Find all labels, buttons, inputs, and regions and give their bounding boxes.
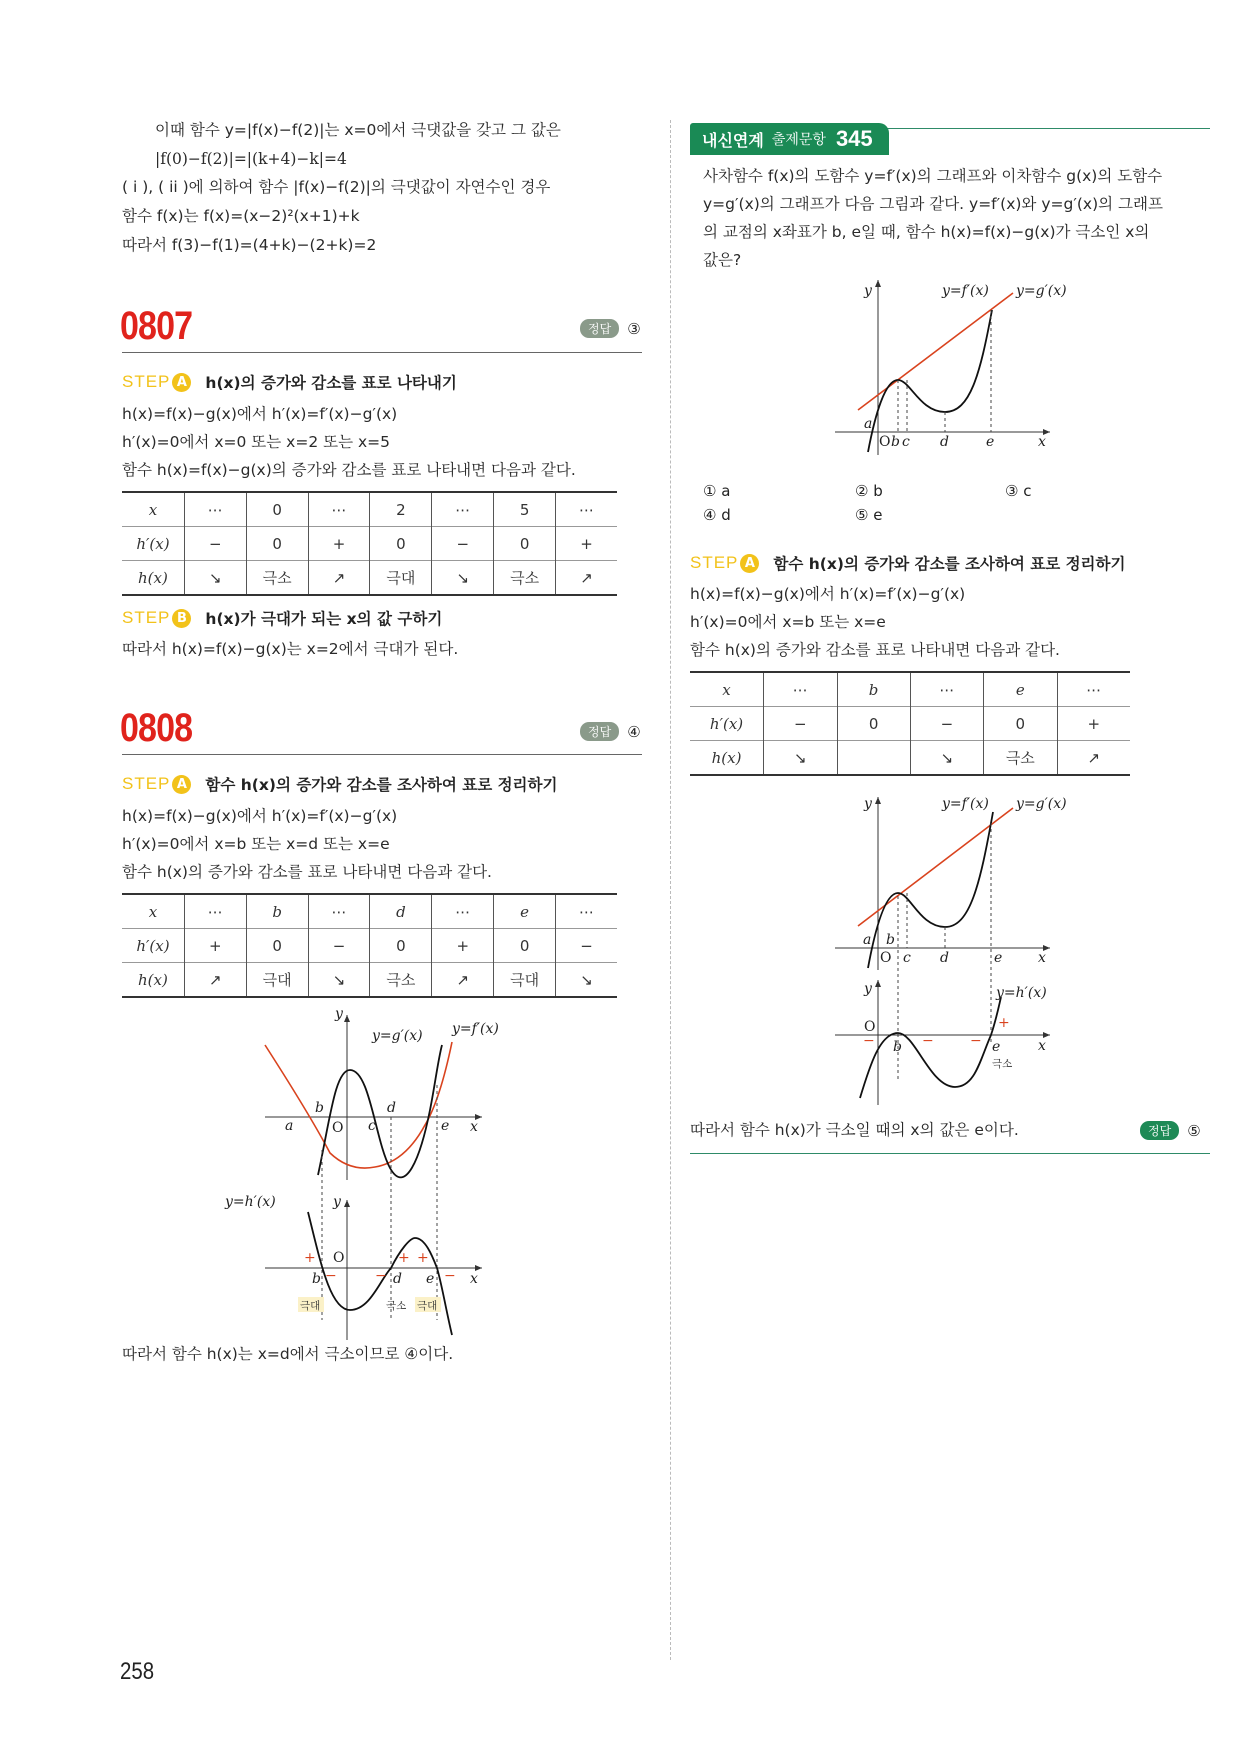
step-line: 함수 h(x)=f(x)−g(x)의 증가와 감소를 표로 나타내면 다음과 같다. [122, 461, 576, 479]
point-label: d [940, 950, 949, 966]
table-cell: + [184, 929, 246, 963]
intro-line-2: |f(0)−f(2)|=|(k+4)−k|=4 [155, 150, 347, 168]
table-cell: − [764, 707, 837, 741]
table-cell: ⋯ [432, 894, 494, 929]
step-a-heading-345 [690, 552, 1125, 574]
table-row [122, 527, 617, 561]
graph-y-label: y [864, 283, 872, 299]
point-label: e [441, 1118, 450, 1134]
table-cell: − [910, 707, 983, 741]
origin-label: O [332, 1120, 344, 1136]
table-cell: 0 [246, 492, 308, 527]
graph-solution [820, 775, 1120, 1105]
table-cell: ⋯ [308, 492, 370, 527]
table-cell: x [122, 492, 184, 527]
point-label: b [315, 1100, 324, 1116]
question-line: 사차함수 f(x)의 도함수 y=f′(x)의 그래프와 이차함수 g(x)의 도함수 [703, 167, 1163, 185]
table-cell: h′(x) [690, 707, 764, 741]
step-tag: STEP [122, 608, 171, 627]
step-letter-icon: B [172, 609, 191, 628]
table-cell: ↘ [764, 741, 837, 776]
sign-label: + [998, 1015, 1010, 1031]
point-label: e [426, 1271, 435, 1287]
banner-series: 내신연계 [702, 130, 764, 150]
table-cell: ⋯ [432, 492, 494, 527]
question-line: 의 교점의 x좌표가 b, e일 때, 함수 h(x)=f(x)−g(x)가 극소인 x의 [703, 223, 1150, 241]
table-cell: ↘ [308, 963, 370, 998]
choice-1[interactable]: ① a [703, 482, 731, 500]
sign-label: − [375, 1268, 387, 1284]
curve-label-h: y=h′(x) [225, 1194, 276, 1210]
table-cell: − [556, 929, 617, 963]
question-line: 값은? [703, 251, 742, 269]
answer-badge-0807 [580, 319, 641, 338]
answer-badge-0808 [580, 722, 641, 741]
table-cell: 5 [494, 492, 556, 527]
table-cell: − [308, 929, 370, 963]
table-cell: 0 [494, 929, 556, 963]
table-cell: 극대 [246, 963, 308, 998]
problem-number-0807: 0807 [120, 304, 193, 348]
problem-number-0808: 0808 [120, 706, 193, 750]
step-line: 함수 h(x)의 증가와 감소를 표로 나타내면 다음과 같다. [122, 863, 492, 881]
step-b-heading-0807 [122, 607, 442, 629]
table-cell: x [122, 894, 184, 929]
answer-badge-345 [1140, 1121, 1201, 1140]
step-tag: STEP [122, 774, 171, 793]
table-cell [837, 741, 910, 776]
table-cell: 2 [370, 492, 432, 527]
badge-min: 극소 [386, 1300, 407, 1312]
step-line: h(x)=f(x)−g(x)에서 h′(x)=f′(x)−g′(x) [122, 807, 398, 825]
sign-label: − [970, 1033, 982, 1049]
table-cell: ↗ [556, 561, 617, 596]
curve-label-f: y=f′(x) [452, 1021, 499, 1037]
table-cell: 극소 [984, 741, 1057, 776]
choice-2[interactable]: ② b [855, 482, 883, 500]
point-label: a [863, 932, 872, 948]
point-label: d [387, 1100, 396, 1116]
step-line: h′(x)=0에서 x=0 또는 x=2 또는 x=5 [122, 433, 390, 451]
graph-y-label: y [864, 981, 872, 997]
step-line: 함수 h(x)의 증가와 감소를 표로 나타내면 다음과 같다. [690, 641, 1060, 659]
step-letter-icon: A [172, 373, 191, 392]
table-cell: ⋯ [910, 672, 983, 707]
table-cell: ⋯ [556, 894, 617, 929]
table-cell: 극소 [246, 561, 308, 596]
column-divider [670, 120, 671, 1660]
table-cell: 0 [246, 929, 308, 963]
table-row [690, 741, 1130, 776]
step-title: 함수 h(x)의 증가와 감소를 조사하여 표로 정리하기 [205, 776, 558, 794]
step-line: h′(x)=0에서 x=b 또는 x=d 또는 x=e [122, 835, 390, 853]
table-cell: b [837, 672, 910, 707]
badge-min: 극소 [992, 1058, 1013, 1070]
table-cell: 0 [837, 707, 910, 741]
intro-line-1: 이때 함수 y=|f(x)−f(2)|는 x=0에서 극댓값을 갖고 그 값은 [155, 121, 561, 139]
curve-label-h: y=h′(x) [996, 985, 1047, 1001]
banner-number: 345 [835, 126, 873, 151]
variation-table-0808 [122, 893, 617, 998]
step-tag: STEP [690, 553, 739, 572]
table-cell: ↗ [1057, 741, 1130, 776]
step-a-heading-0807 [122, 371, 457, 393]
sign-label: − [922, 1033, 934, 1049]
table-cell: e [984, 672, 1057, 707]
point-label: d [393, 1271, 402, 1287]
curve-label-f: y=f′(x) [942, 796, 989, 812]
table-cell: ⋯ [308, 894, 370, 929]
table-cell: ↘ [432, 561, 494, 596]
point-label: d [940, 434, 949, 450]
step-title: h(x)의 증가와 감소를 표로 나타내기 [205, 374, 457, 392]
intro-line-5: 따라서 f(3)−f(1)=(4+k)−(2+k)=2 [122, 236, 377, 254]
variation-table-345 [690, 671, 1130, 776]
step-line: h(x)=f(x)−g(x)에서 h′(x)=f′(x)−g′(x) [122, 405, 398, 423]
graph-y-label: y [333, 1194, 341, 1210]
step-line: 따라서 h(x)=f(x)−g(x)는 x=2에서 극대가 된다. [122, 640, 459, 658]
conclusion-345: 따라서 함수 h(x)가 극소일 때의 x의 값은 e이다. [690, 1121, 1019, 1139]
curve-label-g: y=g′(x) [372, 1028, 423, 1044]
sign-label: + [304, 1250, 316, 1266]
point-label: a [285, 1118, 294, 1134]
graph-x-label: x [1038, 434, 1046, 450]
intro-line-3: ( i ), ( ii )에 의하여 함수 |f(x)−f(2)|의 극댓값이 자연수인 경우 [122, 178, 551, 196]
step-letter-icon: A [172, 775, 191, 794]
table-row [122, 561, 617, 596]
table-cell: ↗ [432, 963, 494, 998]
section-rule [122, 754, 642, 755]
origin-label: O [864, 1019, 876, 1035]
step-a-heading-0808 [122, 773, 557, 795]
sign-label: − [444, 1268, 456, 1284]
table-cell: h(x) [690, 741, 764, 776]
table-cell: 극대 [370, 561, 432, 596]
table-cell: ↘ [910, 741, 983, 776]
sign-label: + [398, 1250, 410, 1266]
table-cell: 0 [370, 929, 432, 963]
choice-4[interactable]: ④ d [703, 506, 731, 524]
table-cell: d [370, 894, 432, 929]
page-number: 258 [120, 1658, 155, 1685]
graph-y-label: y [335, 1006, 343, 1022]
table-cell: ⋯ [1057, 672, 1130, 707]
section-rule [122, 352, 642, 353]
table-cell: ↗ [308, 561, 370, 596]
table-cell: h′(x) [122, 527, 184, 561]
graph-x-label: x [1038, 1038, 1046, 1054]
curve-label-f: y=f′(x) [942, 283, 989, 299]
table-row [122, 963, 617, 998]
table-cell: ⋯ [764, 672, 837, 707]
graph-y-label: y [864, 796, 872, 812]
choice-3[interactable]: ③ c [1005, 482, 1032, 500]
curve-label-g: y=g′(x) [1016, 796, 1067, 812]
curve-label-g: y=g′(x) [1016, 283, 1067, 299]
table-cell: + [308, 527, 370, 561]
table-cell: ⋯ [184, 894, 246, 929]
sign-label: − [325, 1268, 337, 1284]
banner-sub: 출제문항 [771, 132, 826, 148]
step-line: h(x)=f(x)−g(x)에서 h′(x)=f′(x)−g′(x) [690, 585, 966, 603]
graph-x-label: x [470, 1271, 478, 1287]
intro-line-4: 함수 f(x)는 f(x)=(x−2)²(x+1)+k [122, 207, 360, 225]
graph-0808 [220, 1000, 520, 1350]
table-row [122, 929, 617, 963]
origin-label: O [880, 950, 892, 966]
point-label: b [312, 1271, 321, 1287]
choice-5[interactable]: ⑤ e [855, 506, 883, 524]
table-cell: ↘ [556, 963, 617, 998]
table-cell: 극소 [370, 963, 432, 998]
table-cell: x [690, 672, 764, 707]
origin-label: O [879, 434, 891, 450]
table-cell: 극대 [494, 963, 556, 998]
point-label: e [994, 950, 1003, 966]
table-cell: − [432, 527, 494, 561]
table-cell: 0 [246, 527, 308, 561]
graph-question [820, 265, 1120, 465]
table-cell: e [494, 894, 556, 929]
step-title: h(x)가 극대가 되는 x의 값 구하기 [205, 610, 443, 628]
table-cell: h(x) [122, 963, 184, 998]
point-label: c [903, 950, 911, 966]
table-row [690, 707, 1130, 741]
graph-x-label: x [470, 1119, 478, 1135]
sign-label: + [417, 1250, 429, 1266]
step-tag: STEP [122, 372, 171, 391]
point-label: b [893, 1039, 902, 1055]
answer-value: ④ [627, 722, 641, 741]
point-label: b [886, 932, 895, 948]
table-cell: − [184, 527, 246, 561]
table-row [690, 672, 1130, 707]
answer-value: ③ [627, 319, 641, 338]
section-end-rule [690, 1153, 1210, 1154]
point-label: a [864, 416, 873, 432]
table-cell: 0 [370, 527, 432, 561]
question-line: y=g′(x)의 그래프가 다음 그림과 같다. y=f′(x)와 y=g′(x)의 그래프 [703, 195, 1163, 213]
table-row [122, 492, 617, 527]
point-label: b [891, 434, 900, 450]
answer-value: ⑤ [1187, 1121, 1201, 1140]
graph-x-label: x [1038, 950, 1046, 966]
table-cell: 극소 [494, 561, 556, 596]
table-cell: ↗ [184, 963, 246, 998]
step-line: h′(x)=0에서 x=b 또는 x=e [690, 613, 886, 631]
step-letter-icon: A [740, 554, 759, 573]
table-cell: h′(x) [122, 929, 184, 963]
table-cell: h(x) [122, 561, 184, 596]
badge-max: 극대 [417, 1300, 438, 1312]
table-cell: ↘ [184, 561, 246, 596]
answer-label: 정답 [1140, 1121, 1179, 1140]
table-cell: + [1057, 707, 1130, 741]
table-row [122, 894, 617, 929]
answer-label: 정답 [580, 319, 619, 338]
table-cell: + [556, 527, 617, 561]
table-cell: ⋯ [184, 492, 246, 527]
origin-label: O [333, 1250, 345, 1266]
badge-max: 극대 [300, 1300, 321, 1312]
table-cell: 0 [984, 707, 1057, 741]
point-label: c [902, 434, 910, 450]
conclusion-0808: 따라서 함수 h(x)는 x=d에서 극소이므로 ④이다. [122, 1345, 454, 1363]
point-label: e [986, 434, 995, 450]
variation-table-0807 [122, 491, 617, 596]
point-label: c [368, 1118, 376, 1134]
table-cell: b [246, 894, 308, 929]
table-cell: + [432, 929, 494, 963]
step-title: 함수 h(x)의 증가와 감소를 조사하여 표로 정리하기 [773, 555, 1126, 573]
table-cell: 0 [494, 527, 556, 561]
section-banner [690, 123, 889, 155]
answer-label: 정답 [580, 722, 619, 741]
table-cell: ⋯ [556, 492, 617, 527]
sign-label: − [863, 1033, 875, 1049]
point-label: e [992, 1039, 1001, 1055]
